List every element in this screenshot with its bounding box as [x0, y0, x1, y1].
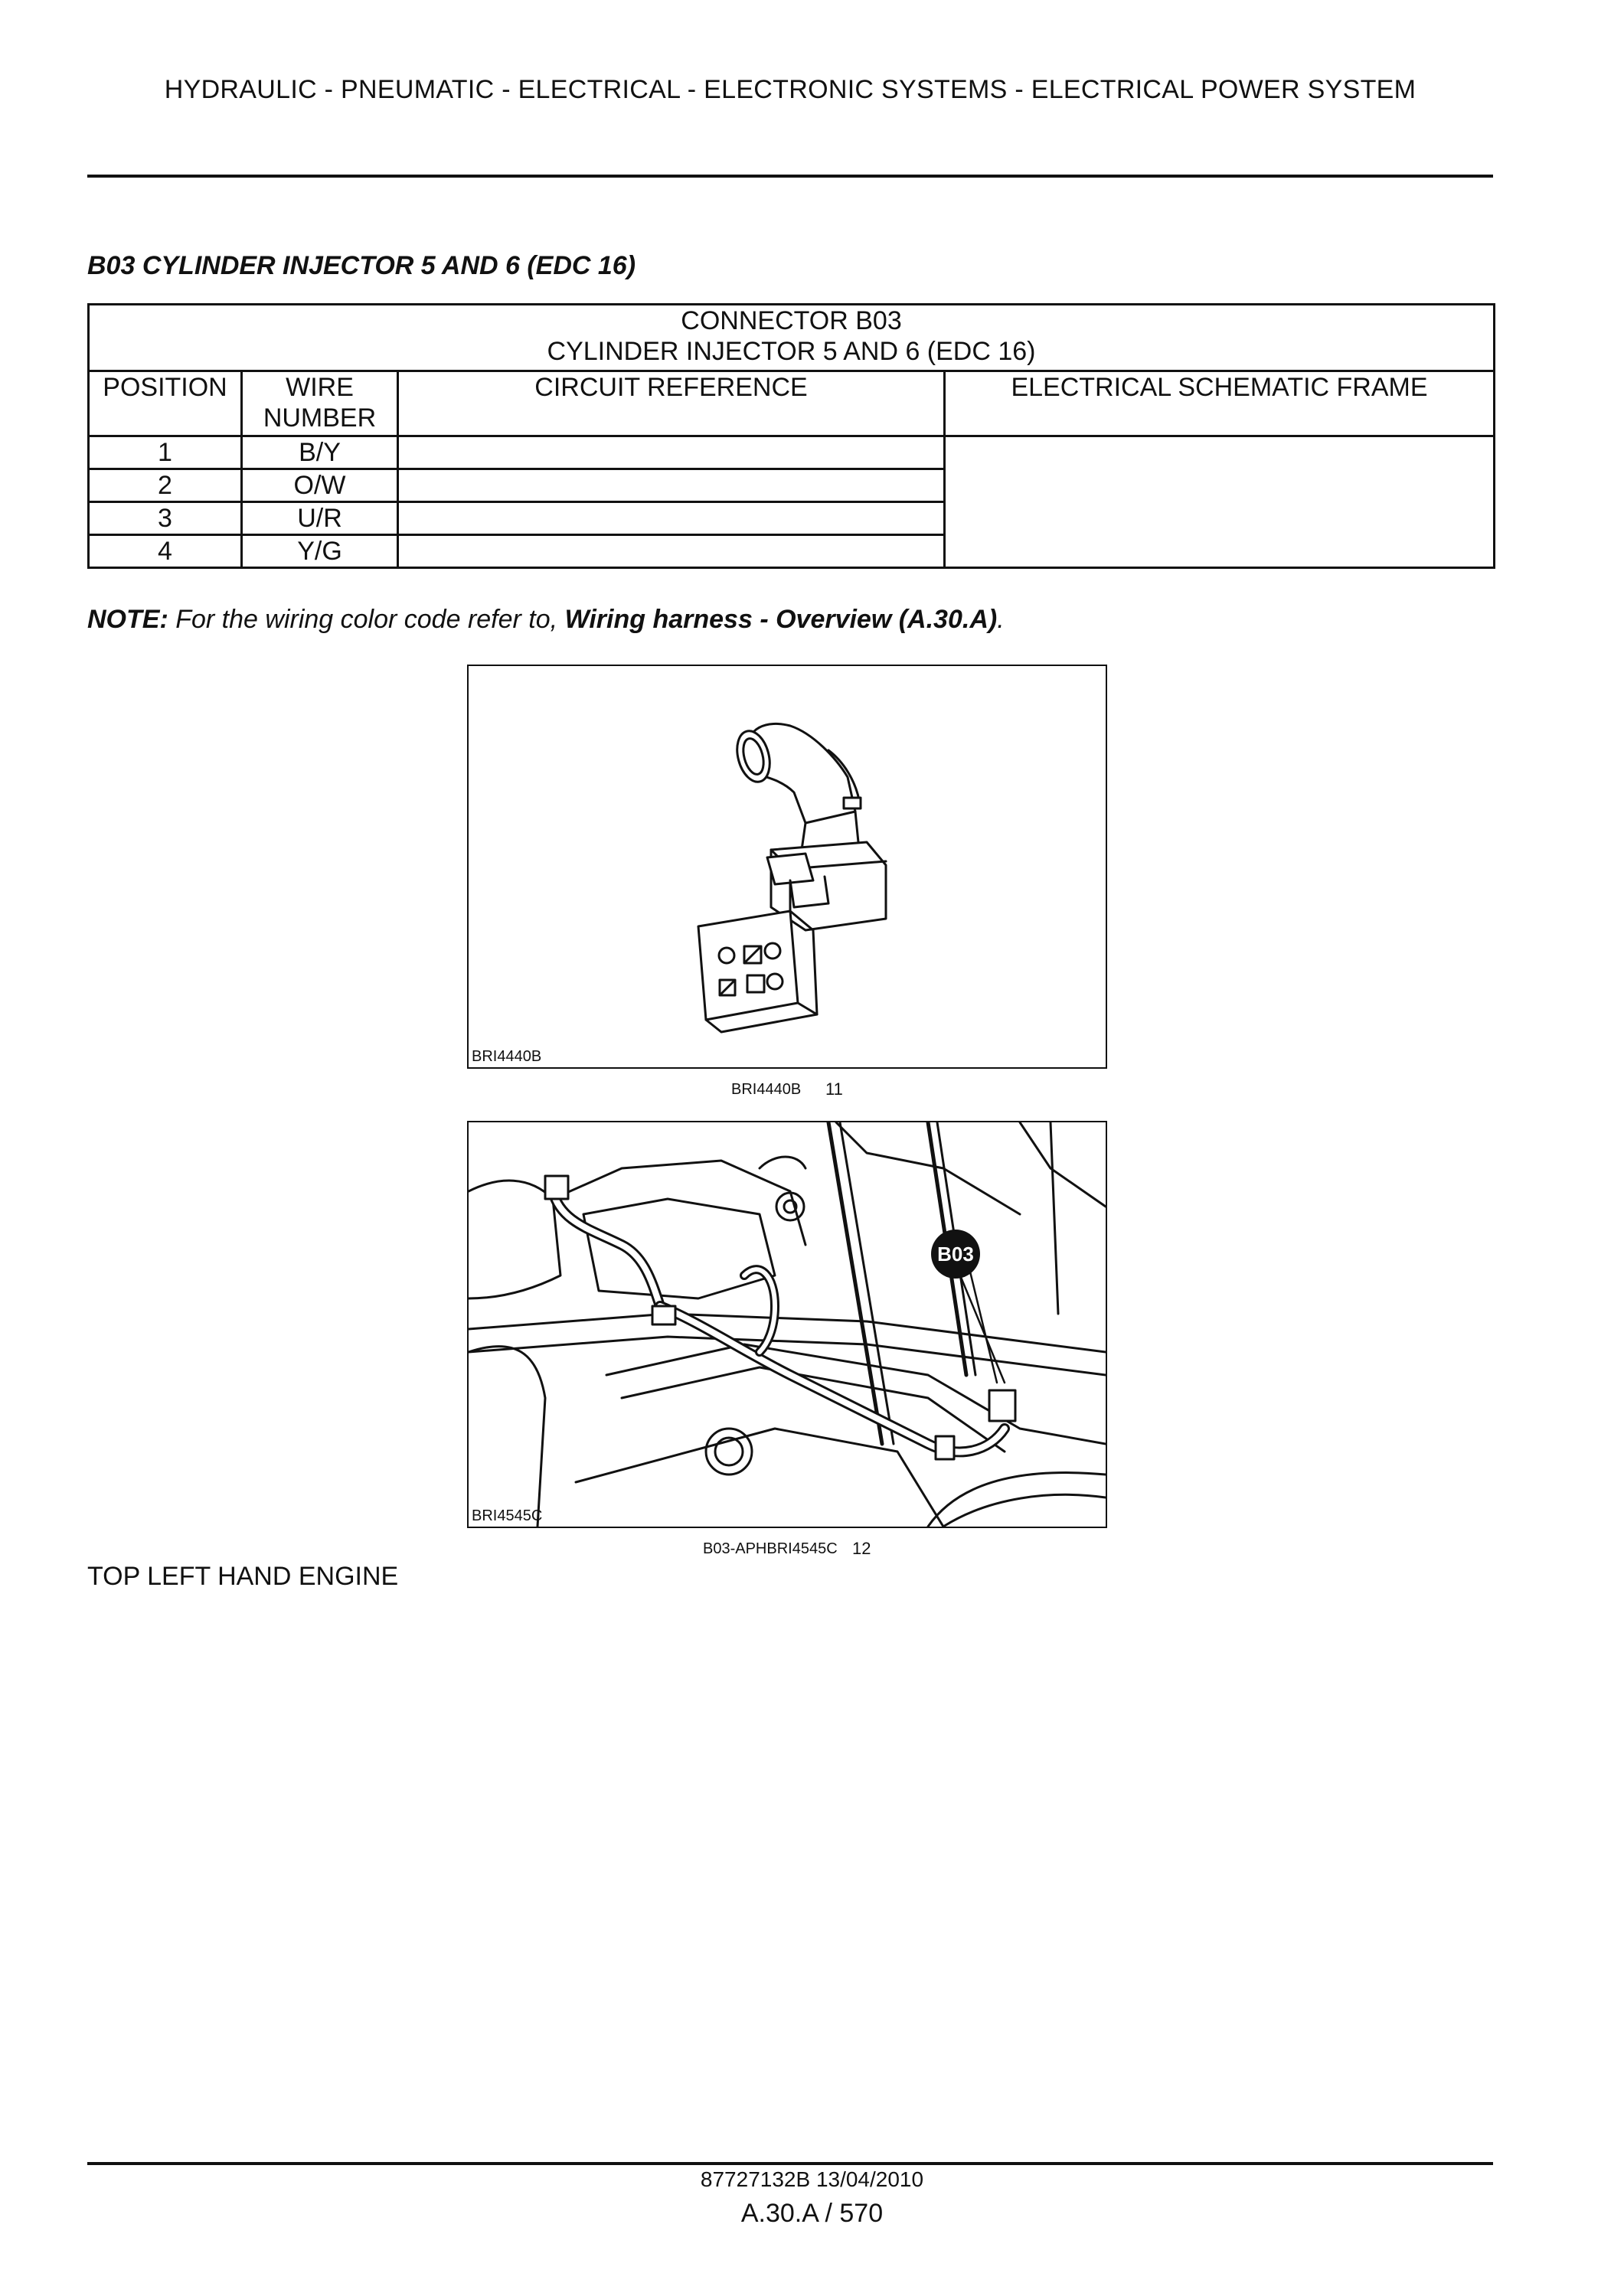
cell-wire: B/Y: [242, 436, 398, 469]
note-text: For the wiring color code refer to,: [168, 605, 565, 634]
section-title: B03 CYLINDER INJECTOR 5 AND 6 (EDC 16): [87, 251, 636, 280]
footer-document-number: 87727132B 13/04/2010: [700, 2167, 924, 2191]
cell-wire: U/R: [242, 502, 398, 535]
cell-wire: Y/G: [242, 535, 398, 568]
cell-wire: O/W: [242, 469, 398, 502]
page-header-title: HYDRAULIC - PNEUMATIC - ELECTRICAL - ELECTRONIC SYSTEMS - ELECTRICAL POWER SYSTEM: [164, 75, 1417, 104]
cell-circuit: [398, 502, 945, 535]
table-header-row: [89, 371, 1495, 436]
table-title-line1: CONNECTOR B03: [681, 306, 902, 335]
header-wire-number: [242, 371, 398, 436]
connector-illustration: [469, 666, 1106, 1067]
table-row: [89, 436, 1495, 469]
note-link[interactable]: Wiring harness - Overview (A.30.A): [564, 605, 998, 634]
cell-circuit: [398, 436, 945, 469]
location-text: TOP LEFT HAND ENGINE: [87, 1562, 399, 1591]
note-label: NOTE:: [87, 605, 168, 634]
figure-number: 11: [825, 1079, 843, 1099]
cell-position: 2: [89, 469, 242, 502]
cell-schematic-frame: [945, 436, 1495, 568]
table-title-row: [89, 305, 1495, 371]
cell-position: 1: [89, 436, 242, 469]
footer-page-number: A.30.A / 570: [740, 2199, 884, 2228]
engine-illustration: [469, 1122, 1106, 1527]
header-circuit-reference: CIRCUIT REFERENCE: [398, 371, 945, 436]
figure-number: 12: [852, 1539, 871, 1558]
header-schematic-frame: ELECTRICAL SCHEMATIC FRAME: [945, 371, 1495, 436]
figure-connector: [467, 665, 1107, 1069]
cell-position: 4: [89, 535, 242, 568]
header-rule: [87, 175, 1493, 178]
connector-table: [87, 303, 1495, 569]
cell-circuit: [398, 535, 945, 568]
figure-caption: BRI4440B: [731, 1081, 802, 1098]
cell-circuit: [398, 469, 945, 502]
figure-id-label: BRI4545C: [472, 1507, 543, 1524]
header-wire-line2: NUMBER: [263, 403, 377, 433]
footer-rule: [87, 2162, 1493, 2165]
figure-caption: B03-APHBRI4545C: [703, 1540, 838, 1557]
note-end: .: [997, 605, 1005, 634]
figure-id-label: BRI4440B: [472, 1048, 542, 1065]
b03-callout-label: B03: [937, 1243, 974, 1266]
figure-engine-location: [467, 1121, 1107, 1528]
header-position: POSITION: [89, 371, 242, 436]
table-title-line2: CYLINDER INJECTOR 5 AND 6 (EDC 16): [547, 337, 1036, 366]
header-wire-line1: WIRE: [286, 373, 354, 402]
cell-position: 3: [89, 502, 242, 535]
wiring-note: [87, 605, 1005, 635]
